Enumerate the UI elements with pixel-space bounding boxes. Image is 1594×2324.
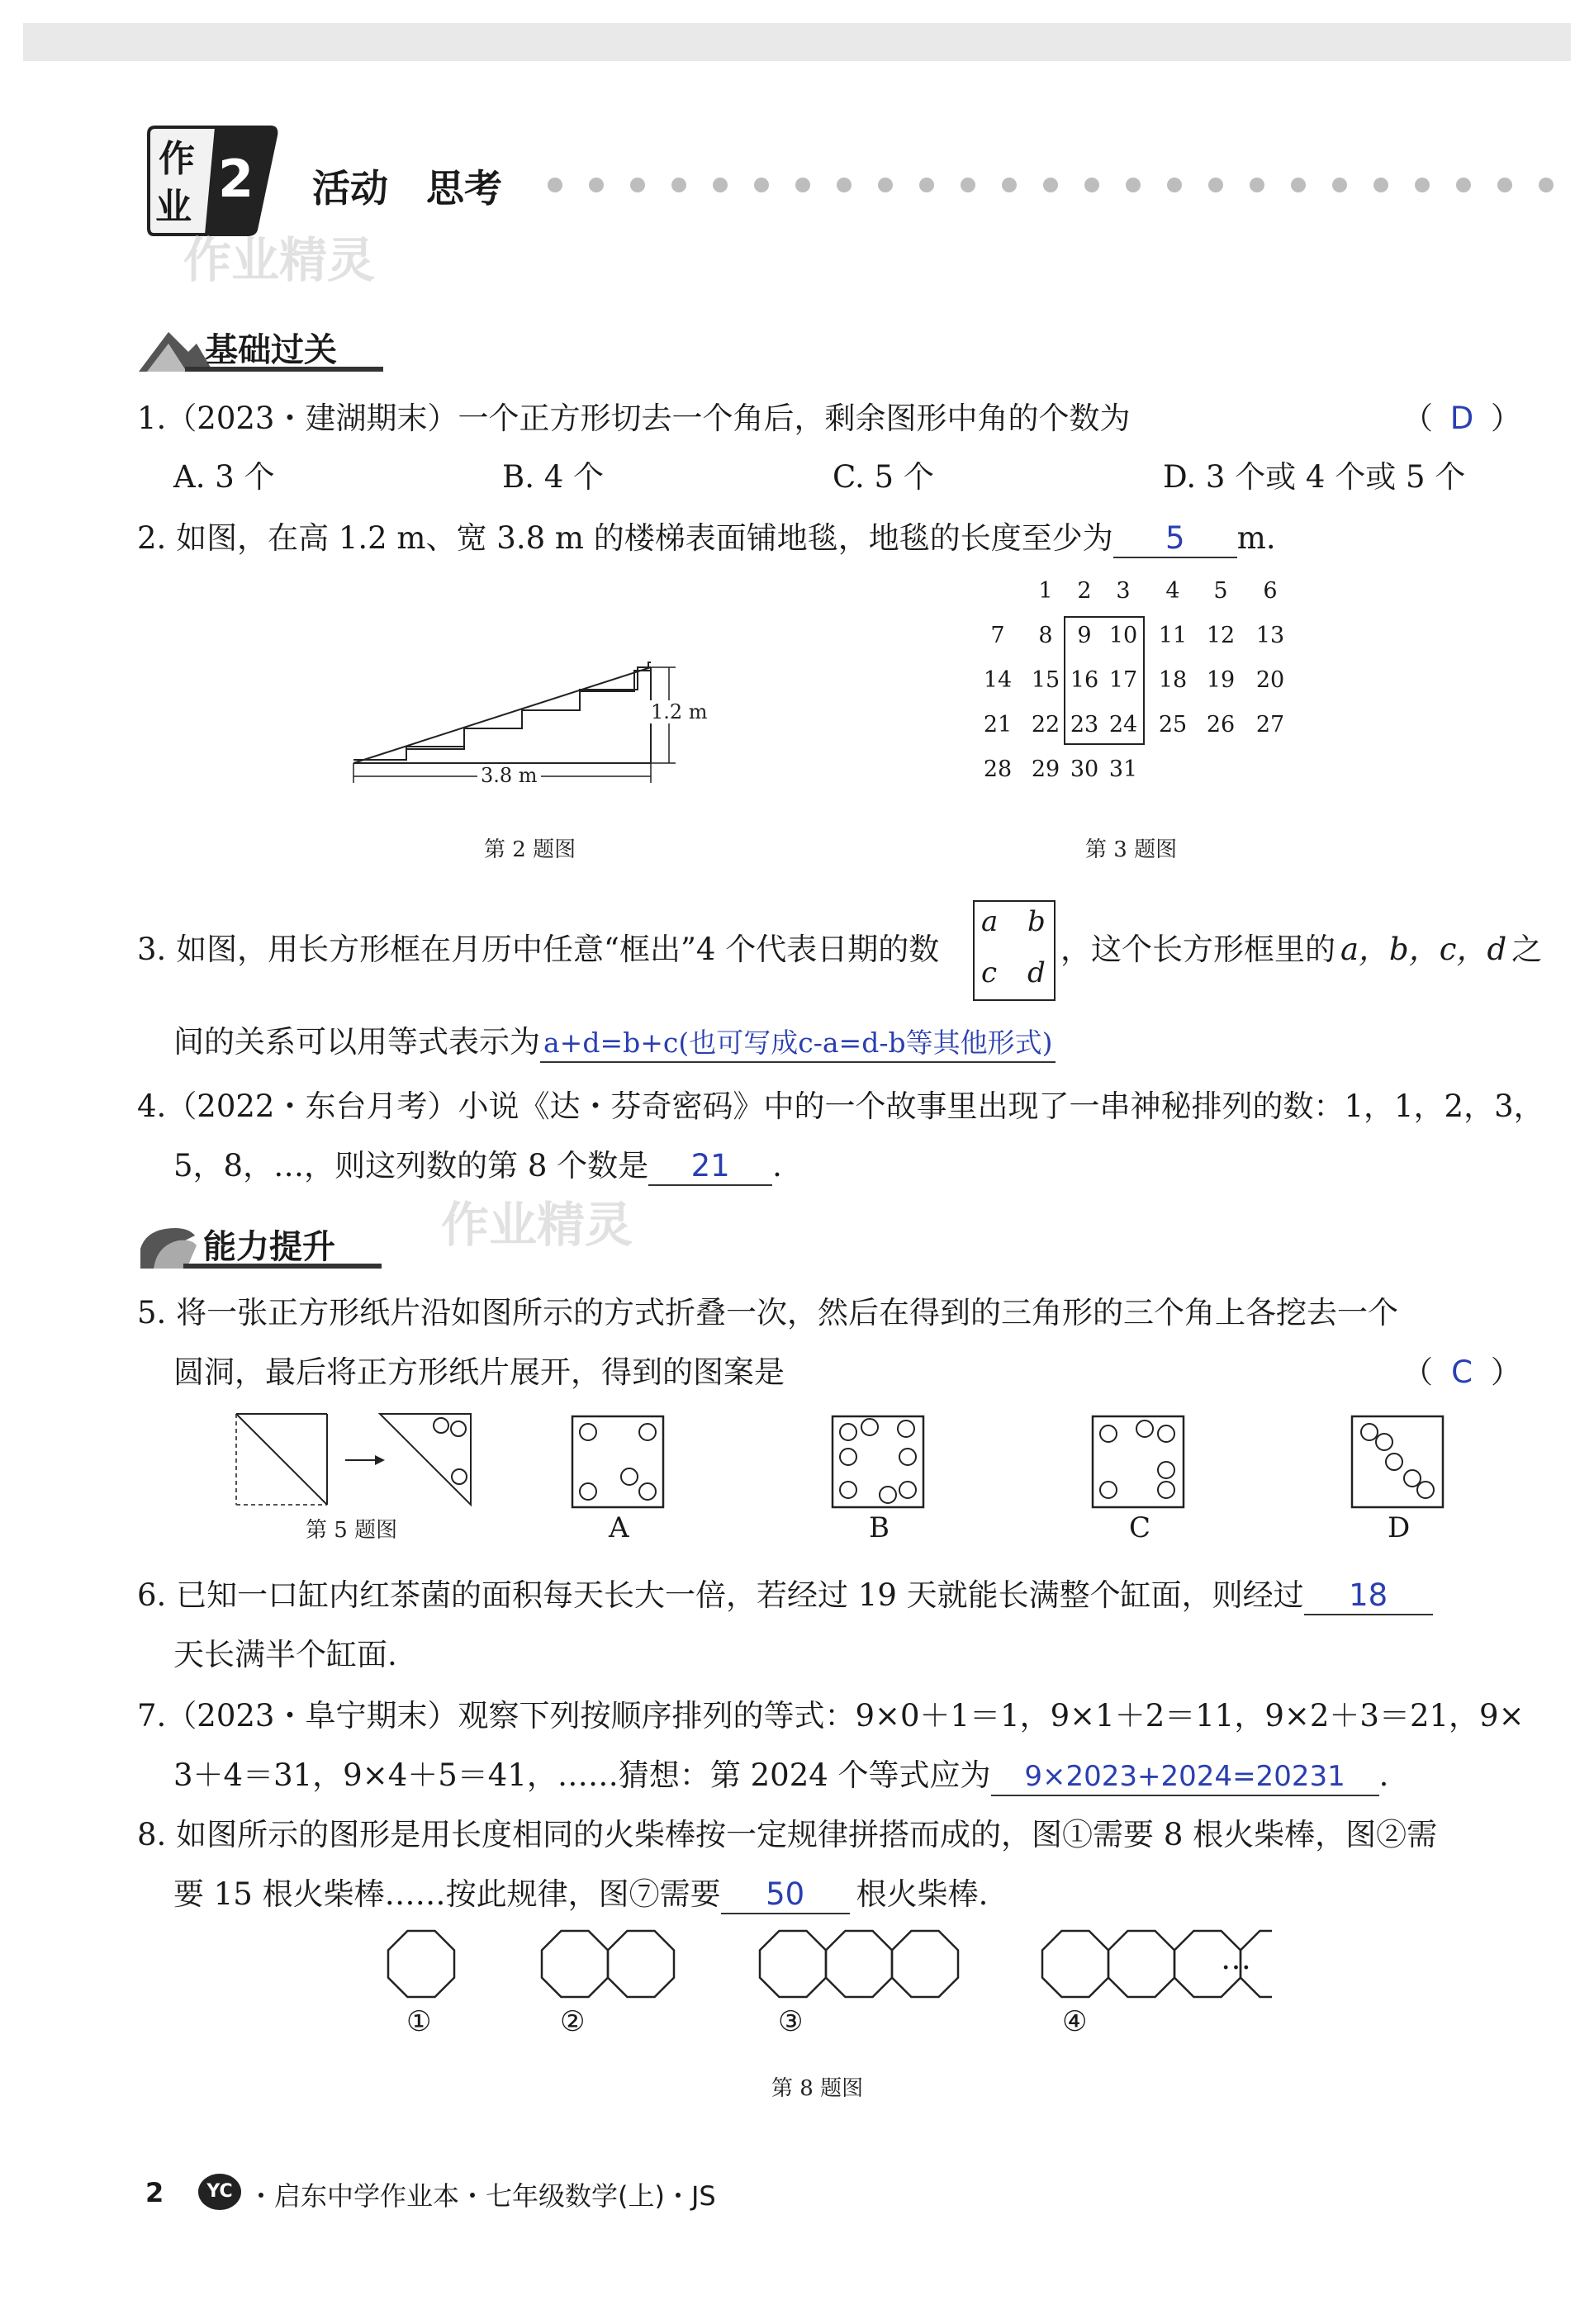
title-dot [630, 178, 645, 192]
q4-line2 [173, 1148, 782, 1186]
q3-answer: a+d=b+c(也可写成c-a=d-b等其他形式) [540, 1025, 1056, 1063]
q1-answer-paren [1402, 401, 1521, 437]
title-dot [754, 178, 769, 192]
section-basic-title: 基础过关 [205, 331, 337, 369]
calendar-cell: 27 [1255, 712, 1285, 738]
q7-end: . [1378, 1757, 1389, 1793]
q8-label-4: ④ [1062, 2005, 1088, 2038]
q8-matchstick-figures [380, 1923, 1272, 2022]
q1-option-d: D. 3 个或 4 个或 5 个 [1163, 459, 1466, 495]
q3-box-b: b [1027, 905, 1046, 938]
q4-answer: 21 [648, 1148, 772, 1186]
q7-line2 [173, 1757, 1388, 1796]
octagon-shape [826, 1931, 892, 1997]
q2-caption: 第 2 题图 [484, 837, 576, 862]
q6-line1 [137, 1577, 1433, 1615]
q8-answer: 50 [721, 1876, 850, 1914]
calendar-cell: 21 [983, 712, 1013, 738]
title-dot [671, 178, 686, 192]
calendar-cell: 17 [1108, 667, 1138, 693]
q7-line1: 7.（2023・阜宁期末）观察下列按顺序排列的等式：9×0＋1＝1，9×1＋2＝11，9×2＋3＝21，9× [137, 1698, 1525, 1734]
q8-label-2: ② [560, 2005, 586, 2038]
q5-caption: 第 5 题图 [306, 1518, 398, 1543]
calendar-cell: 6 [1263, 578, 1278, 604]
q4-line1: 4.（2022・东台月考）小说《达・芬奇密码》中的一个故事里出现了一串神秘排列的数：1，1，2，3， [137, 1088, 1544, 1124]
q3-line2 [173, 1024, 1056, 1063]
octagon-shape [1108, 1931, 1174, 1997]
q3-line2-text: 间的关系可以用等式表示为 [173, 1024, 540, 1060]
q1-paren-open: （ [1402, 401, 1433, 436]
q7-answer: 9×2023+2024=20231 [991, 1758, 1379, 1796]
calendar-cell: 29 [1031, 756, 1060, 782]
q8-line1: 8. 如图所示的图形是用长度相同的火柴棒按一定规律拼搭而成的，图①需要 8 根火柴棒，图②需 [137, 1817, 1438, 1852]
badge-char-bottom: 业 [155, 186, 192, 228]
watermark-top: 作业精灵 [183, 232, 376, 288]
badge-number: 2 [218, 149, 254, 209]
q5-choice-c-figure [1090, 1414, 1186, 1510]
calendar-cell: 2 [1077, 578, 1092, 604]
title-dot [1250, 178, 1264, 192]
q5-label-b: B [869, 1511, 890, 1544]
octagon-shape [892, 1931, 958, 1997]
title-dot [1043, 178, 1058, 192]
title-dot [1126, 178, 1141, 192]
q5-fold-figure [233, 1411, 481, 1513]
q3-calendar-frame [1064, 616, 1145, 745]
calendar-cell: 22 [1031, 712, 1060, 738]
q1-option-c: C. 5 个 [833, 459, 934, 495]
title-dot [1373, 178, 1388, 192]
q6-line2: 天长满半个缸面. [173, 1637, 397, 1672]
q5-label-c: C [1129, 1511, 1151, 1544]
watermark-middle: 作业精灵 [441, 1197, 633, 1253]
calendar-cell: 8 [1038, 623, 1053, 648]
title-dot [1497, 178, 1512, 192]
calendar-cell: 15 [1031, 667, 1060, 693]
q2-fig-width: 3.8 m [477, 764, 541, 787]
q3-vars: a，b，c，d [1340, 932, 1507, 967]
q5-answer-paren [1402, 1354, 1521, 1391]
q2-stem: 2. 如图，在高 1.2 m、宽 3.8 m 的楼梯表面铺地毯，地毯的长度至少为 [137, 520, 1113, 556]
q2-answer: 5 [1113, 520, 1237, 558]
calendar-cell: 4 [1165, 578, 1180, 604]
q8-label-3: ③ [778, 2005, 804, 2038]
mountain-icon [139, 324, 213, 373]
wave-icon [137, 1221, 211, 1270]
q4-end: . [772, 1148, 782, 1183]
q3-box-c: c [981, 956, 998, 989]
q5-choice-d-figure [1350, 1414, 1445, 1510]
octagon-shape [542, 1931, 608, 1997]
top-band [23, 23, 1571, 61]
calendar-cell: 1 [1038, 578, 1053, 604]
title-dot [1002, 178, 1017, 192]
section-advanced-title: 能力提升 [203, 1228, 335, 1266]
q2-line [137, 520, 1276, 558]
calendar-cell: 19 [1206, 667, 1236, 693]
page-title: 活动 思考 [312, 166, 502, 211]
octagon-shape [388, 1931, 454, 1997]
section-basic [139, 324, 387, 375]
calendar-cell: 30 [1070, 756, 1099, 782]
q8-line2a: 要 15 根火柴棒……按此规律，图⑦需要 [173, 1876, 721, 1912]
title-dot [795, 178, 810, 192]
q3-stem-a: 3. 如图，用长方形框在月历中任意“框出”4 个代表日期的数 [137, 932, 940, 967]
calendar-cell: 16 [1070, 667, 1099, 693]
q5-label-a: A [609, 1511, 629, 1544]
title-dot [919, 178, 934, 192]
q3-line1 [137, 932, 939, 968]
q5-line1: 5. 将一张正方形纸片沿如图所示的方式折叠一次，然后在得到的三角形的三个角上各挖去一个 [137, 1295, 1399, 1330]
calendar-cell: 24 [1108, 712, 1138, 738]
q3-line1-end [1060, 932, 1542, 968]
title-dot [713, 178, 728, 192]
logo-text: YC [206, 2181, 233, 2202]
q5-line2: 圆洞，最后将正方形纸片展开，得到的图案是 [173, 1354, 785, 1390]
q3-stem-c: 之 [1511, 932, 1543, 967]
q5-label-d: D [1388, 1511, 1411, 1544]
calendar-cell: 23 [1070, 712, 1099, 738]
calendar-cell: 9 [1077, 623, 1092, 648]
calendar-cell: 10 [1108, 623, 1138, 648]
title-dot [1291, 178, 1306, 192]
title-dot [961, 178, 975, 192]
q3-box-d: d [1027, 956, 1046, 989]
calendar-cell: 18 [1158, 667, 1188, 693]
calendar-cell: 13 [1255, 623, 1285, 648]
calendar-cell: 14 [983, 667, 1013, 693]
calendar-cell: 11 [1158, 623, 1188, 648]
q1-option-a: A. 3 个 [173, 459, 275, 495]
q3-box-a: a [981, 905, 999, 938]
title-dot [878, 178, 893, 192]
calendar-cell: 28 [983, 756, 1013, 782]
q8-line2b: 根火柴棒. [856, 1876, 989, 1912]
q4-line2-text: 5，8，…，则这列数的第 8 个数是 [173, 1148, 649, 1183]
q2-fig-height: 1.2 m [651, 700, 708, 723]
title-dot [1539, 178, 1554, 192]
publisher-logo [198, 2174, 241, 2210]
q2-unit: m. [1236, 520, 1276, 556]
title-dots [545, 173, 1569, 198]
q1-paren-close: ） [1491, 401, 1521, 436]
calendar-cell: 26 [1206, 712, 1236, 738]
octagon-shape [1042, 1931, 1108, 1997]
title-dot [1208, 178, 1223, 192]
q3-box [973, 900, 1056, 1001]
calendar-cell: 7 [990, 623, 1005, 648]
badge-char-top: 作 [159, 138, 195, 180]
octagon-shape [608, 1931, 674, 1997]
q5-choice-b-figure [830, 1414, 926, 1510]
q8-line2 [173, 1876, 988, 1914]
calendar-cell: 12 [1206, 623, 1236, 648]
q5-paren-open: （ [1402, 1354, 1433, 1390]
q3-stem-b: ，这个长方形框里的 [1060, 932, 1335, 967]
q5-answer: C [1451, 1354, 1473, 1390]
q5-paren-close: ） [1491, 1354, 1521, 1390]
title-dot [1167, 178, 1182, 192]
page-number: 2 [145, 2177, 164, 2208]
title-dot [1332, 178, 1347, 192]
calendar-cell: 25 [1158, 712, 1188, 738]
q1-answer: D [1449, 401, 1474, 436]
title-dot [837, 178, 852, 192]
q8-label-1: ① [406, 2005, 432, 2038]
calendar-cell: 5 [1213, 578, 1228, 604]
q6-line1-text: 6. 已知一口缸内红茶菌的面积每天长大一倍，若经过 19 天就能长满整个缸面，则经过 [137, 1577, 1304, 1613]
q8-ellipsis: … [1221, 1941, 1251, 1976]
q8-caption: 第 8 题图 [771, 2076, 864, 2101]
footer-text: ・启东中学作业本・七年级数学(上)・JS [248, 2180, 716, 2212]
title-dot [589, 178, 604, 192]
q1-option-b: B. 4 个 [502, 459, 605, 495]
title-dot [1415, 178, 1430, 192]
calendar-cell: 3 [1116, 578, 1131, 604]
section-advanced [137, 1221, 385, 1272]
calendar-cell: 31 [1108, 756, 1138, 782]
octagon-shape [760, 1931, 826, 1997]
q6-answer: 18 [1304, 1577, 1433, 1615]
q5-choice-a-figure [570, 1414, 666, 1510]
title-dot [1456, 178, 1471, 192]
calendar-cell: 20 [1255, 667, 1285, 693]
title-dot [548, 178, 562, 192]
q1-stem: 1.（2023・建湖期末）一个正方形切去一个角后，剩余图形中角的个数为 [137, 401, 1131, 436]
q3-caption: 第 3 题图 [1085, 837, 1178, 862]
title-dot [1084, 178, 1099, 192]
q7-line2-text: 3＋4＝31，9×4＋5＝41，……猜想：第 2024 个等式应为 [173, 1757, 991, 1793]
